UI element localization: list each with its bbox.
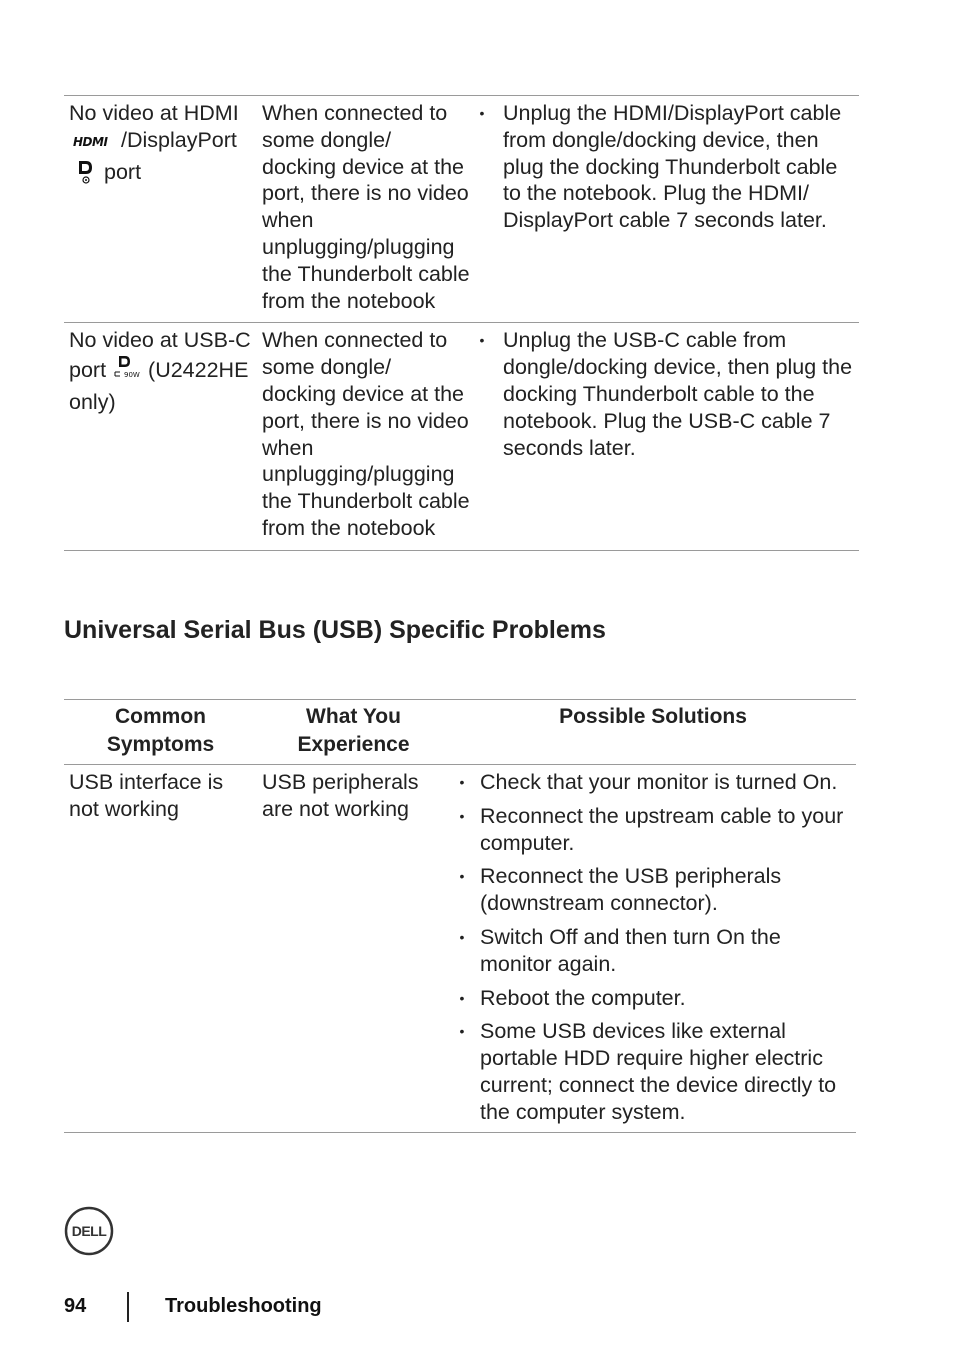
symptom-text: port <box>69 358 107 383</box>
solutions-list <box>476 100 853 234</box>
header-common-symptoms: Common Symptoms <box>106 705 215 756</box>
usb-problems-table <box>64 699 856 1133</box>
bullet-icon: • <box>459 774 465 790</box>
experience-cell: USB peripherals are not working <box>262 770 419 821</box>
bullet-icon: • <box>459 928 465 945</box>
table-row <box>64 95 859 322</box>
symptom-cell <box>64 96 257 322</box>
solutions-list <box>476 327 853 461</box>
symptom-cell <box>64 323 257 549</box>
solution-item: • Check that your monitor is turned On. <box>456 769 850 796</box>
bullet-icon: • <box>459 868 465 885</box>
symptom-text: (U2422HE only) <box>69 358 249 414</box>
solutions-cell <box>470 96 859 322</box>
bullet-icon: • <box>479 332 485 349</box>
solutions-list <box>456 769 850 1126</box>
experience-cell: When connected to some dongle/ docking device at the port, there is no video when unplugging/plugging the Thunderbolt cable from the notebook <box>262 101 470 313</box>
bullet-icon: • <box>459 807 465 824</box>
bullet-icon: • <box>459 989 465 1006</box>
footer-divider <box>127 1292 129 1322</box>
solutions-cell <box>470 323 859 549</box>
displayport-icon <box>76 159 94 192</box>
solution-item: • Unplug the USB-C cable from dongle/docking device, then plug the docking Thunderbolt cable to the notebook. Plug the USB-C cable 7 seconds later. <box>476 327 853 461</box>
solution-item: • Switch Off and then turn On the monitor again. <box>456 924 850 978</box>
solutions-cell <box>450 765 856 1132</box>
symptom-text: /DisplayPort <box>121 127 237 152</box>
table-header-row <box>64 699 856 765</box>
experience-cell: When connected to some dongle/ docking device at the port, there is no video when unplugging/plugging the Thunderbolt cable from the notebook <box>262 328 470 540</box>
footer-section-title: Troubleshooting <box>165 1295 322 1317</box>
header-possible-solutions: Possible Solutions <box>559 705 747 728</box>
solution-item: • Unplug the HDMI/DisplayPort cable from dongle/docking device, then plug the docking Thunderbolt cable to the notebook. Plug the HDMI/ DisplayPort cable 7 seconds later. <box>476 100 853 234</box>
usb-c-displayport-icon <box>112 354 142 389</box>
symptom-cell: USB interface is not working <box>69 770 224 821</box>
table-row <box>64 322 859 550</box>
bullet-icon: • <box>479 105 485 121</box>
table-row <box>64 765 856 1133</box>
symptom-text: No video at HDMI <box>69 101 239 125</box>
solution-item: • Some USB devices like external portable HDD require higher electric current; connect the device directly to the computer system. <box>456 1018 850 1125</box>
solution-item: • Reboot the computer. <box>456 985 850 1012</box>
solution-item: • Reconnect the USB peripherals (downstream connector). <box>456 863 850 917</box>
dell-logo-icon <box>64 1206 114 1256</box>
svg-text:90W: 90W <box>124 371 140 380</box>
svg-text:DELL: DELL <box>71 1223 107 1239</box>
header-what-you-experience: What You Experience <box>297 705 410 756</box>
bullet-icon: • <box>459 1023 465 1040</box>
hdmi-icon <box>69 128 121 155</box>
section-heading: Universal Serial Bus (USB) Specific Problems <box>64 616 606 644</box>
page-number: 94 <box>64 1295 87 1317</box>
svg-text:HDMI: HDMI <box>73 134 108 148</box>
symptom-text: No video at USB-C <box>69 328 251 353</box>
symptom-text: port <box>104 159 142 184</box>
solution-item: • Reconnect the upstream cable to your computer. <box>456 803 850 857</box>
troubleshooting-table-continued <box>64 95 859 551</box>
